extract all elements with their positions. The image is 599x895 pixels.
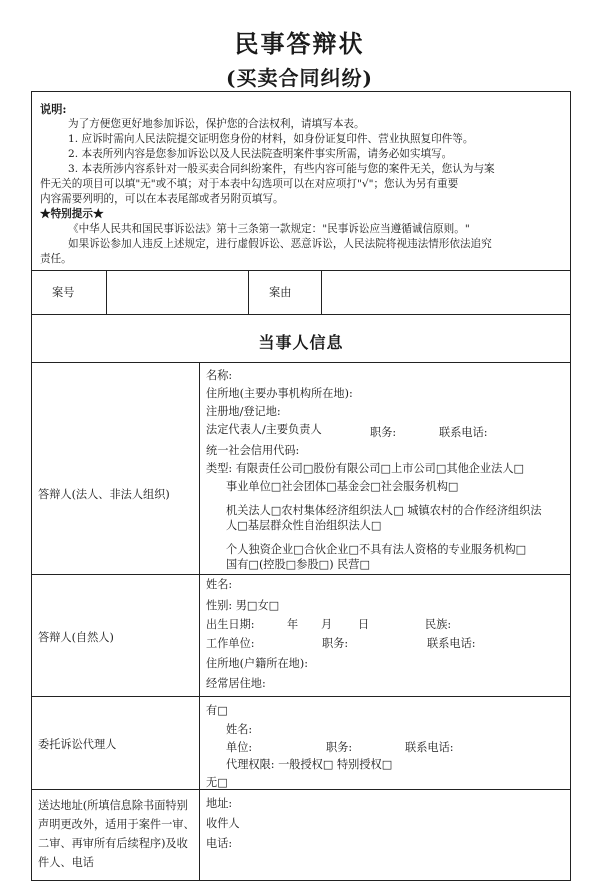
field-np-phone[interactable]: 联系电话: <box>427 637 476 650</box>
instruction-line: 内容需要列明的，可以在本表尾部或者另附页填写。 <box>40 193 284 205</box>
field-np-day: 日 <box>358 618 370 631</box>
instruction-line: 《中华人民共和国民事诉讼法》第十三条第一款规定："民事诉讼应当遵循诚信原则。" <box>68 223 470 235</box>
field-np-domicile[interactable]: 住所地(户籍所在地): <box>206 657 308 670</box>
field-np-employer[interactable]: 工作单位: <box>206 637 255 650</box>
instruction-line: 为了方便您更好地参加诉讼，保护您的合法权利，请填写本表。 <box>68 118 365 130</box>
field-delivery-recipient[interactable]: 收件人 <box>206 817 240 830</box>
case-number-field[interactable] <box>108 272 246 312</box>
instruction-line: 3. 本表所涉内容系针对一般买卖合同纠纷案件，有些内容可能与您的案件无关，您认为与案 <box>68 163 495 175</box>
field-agent-unit[interactable]: 单位: <box>226 741 253 754</box>
natural-person-label: 答辩人(自然人) <box>38 631 114 644</box>
field-type-line2[interactable]: 事业单位□社会团体□基金会□社会服务机构□ <box>226 480 459 493</box>
field-np-gender[interactable]: 性别: 男□女□ <box>206 599 280 612</box>
field-type-line5[interactable]: 个人独资企业□合伙企业□不具有法人资格的专业服务机构□ <box>226 543 527 556</box>
field-delivery-phone[interactable]: 电话: <box>206 837 233 850</box>
agent-label: 委托诉讼代理人 <box>38 738 117 751</box>
row-divider <box>32 362 570 363</box>
row-divider <box>32 789 570 790</box>
field-legal-rep[interactable]: 法定代表人/主要负责人 <box>206 423 322 436</box>
instruction-line: 如果诉讼参加人违反上述规定，进行虚假诉讼、恶意诉讼，人民法院将视违法情形依法追究 <box>68 238 492 250</box>
field-registration[interactable]: 注册地/登记地: <box>206 405 281 418</box>
field-agent-position[interactable]: 职务: <box>326 741 353 754</box>
instruction-line: 2. 本表所列内容是您参加诉讼以及人民法院查明案件事实所需，请务必如实填写。 <box>68 148 453 160</box>
row-divider <box>32 574 570 575</box>
field-np-year: 年 <box>287 618 299 631</box>
parties-section-title: 当事人信息 <box>258 333 344 352</box>
instruction-line: 责任。 <box>40 253 72 265</box>
field-phone[interactable]: 联系电话: <box>439 426 488 439</box>
field-credit-code[interactable]: 统一社会信用代码: <box>206 444 300 457</box>
field-np-birth[interactable]: 出生日期: <box>206 618 255 631</box>
delivery-label-line: 二审、再审所有后续程序)及收 <box>38 837 188 850</box>
special-notice-heading: ★特别提示★ <box>40 208 104 220</box>
field-type-line6[interactable]: 国有□(控股□参股□) 民营□ <box>226 558 371 571</box>
document-title: 民事答辩状 <box>234 29 365 58</box>
agent-has-checkbox[interactable]: 有□ <box>206 704 228 717</box>
row-divider <box>32 270 570 271</box>
col-divider <box>199 362 200 881</box>
col-divider <box>321 270 322 314</box>
row-divider <box>32 314 570 315</box>
field-name[interactable]: 名称: <box>206 369 233 382</box>
delivery-label-line: 送达地址(所填信息除书面特别 <box>38 799 188 812</box>
field-delivery-address[interactable]: 地址: <box>206 797 233 810</box>
agent-none-checkbox[interactable]: 无□ <box>206 776 228 789</box>
field-domicile[interactable]: 住所地(主要办事机构所在地): <box>206 387 353 400</box>
field-np-month: 月 <box>321 618 333 631</box>
field-np-ethnicity[interactable]: 民族: <box>425 618 452 631</box>
field-type-line1[interactable]: 类型: 有限责任公司□股份有限公司□上市公司□其他企业法人□ <box>206 462 525 475</box>
document-subtitle: (买卖合同纠纷) <box>226 66 373 90</box>
legal-person-label: 答辩人(法人、非法人组织) <box>38 488 170 501</box>
agent-authority-checkboxes[interactable]: 代理权限: 一般授权□ 特别授权□ <box>226 758 393 771</box>
case-number-label: 案号 <box>52 286 75 299</box>
field-np-position[interactable]: 职务: <box>322 637 349 650</box>
instructions-heading: 说明: <box>40 102 67 116</box>
col-divider <box>248 270 249 314</box>
case-cause-field[interactable] <box>323 272 569 312</box>
field-agent-name[interactable]: 姓名: <box>226 723 253 736</box>
row-divider <box>32 696 570 697</box>
col-divider <box>106 270 107 314</box>
delivery-label-line: 件人、电话 <box>38 856 94 869</box>
case-cause-label: 案由 <box>269 286 292 299</box>
defense-form <box>31 91 571 881</box>
instruction-line: 件无关的项目可以填"无"或不填；对于本表中勾选项可以在对应项打"√"；您认为另有重要 <box>40 178 459 190</box>
instruction-line: 1. 应诉时需向人民法院提交证明您身份的材料，如身份证复印件、营业执照复印件等。 <box>68 133 474 145</box>
field-position[interactable]: 职务: <box>370 426 397 439</box>
field-np-residence[interactable]: 经常居住地: <box>206 677 266 690</box>
field-np-name[interactable]: 姓名: <box>206 578 233 591</box>
delivery-label-line: 声明更改外，适用于案件一审、 <box>38 818 195 831</box>
field-agent-phone[interactable]: 联系电话: <box>405 741 454 754</box>
field-type-line3[interactable]: 机关法人□农村集体经济组织法人□ 城镇农村的合作经济组织法 <box>226 504 542 517</box>
field-type-line4[interactable]: 人□基层群众性自治组织法人□ <box>226 519 382 532</box>
